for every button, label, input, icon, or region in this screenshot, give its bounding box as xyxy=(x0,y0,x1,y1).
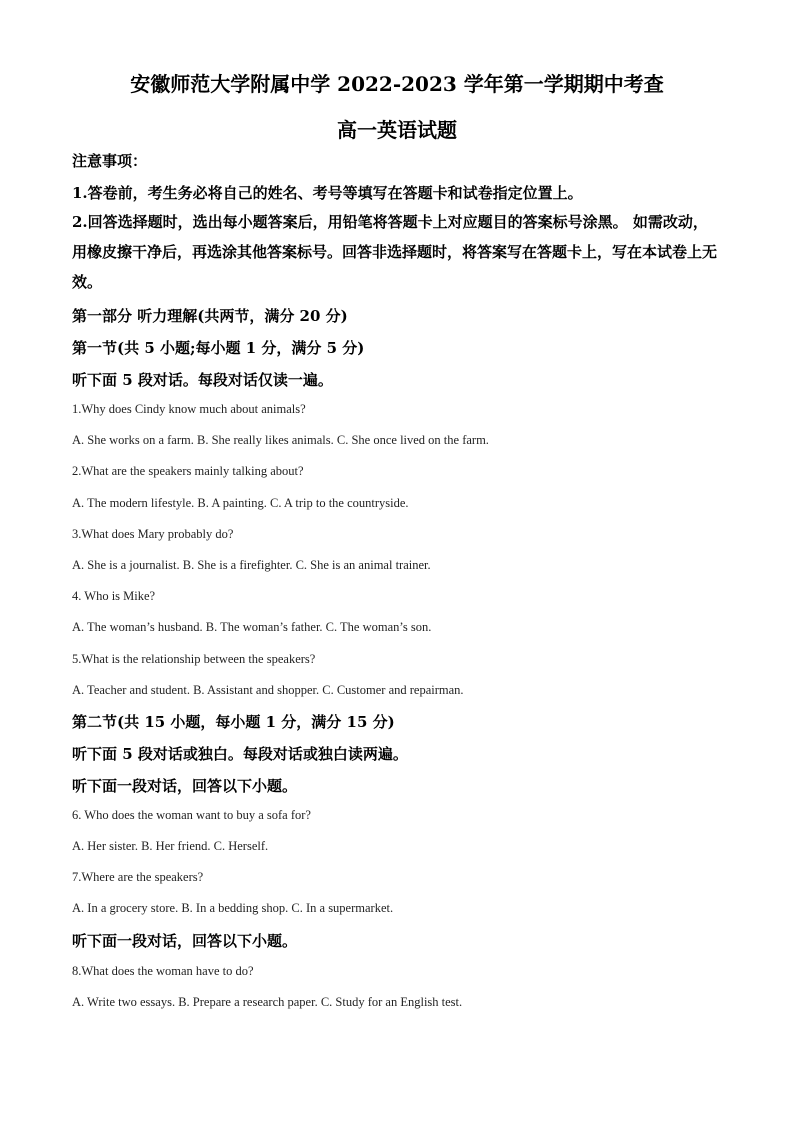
question-3: 3.What does Mary probably do? xyxy=(72,527,234,541)
notice-item-1: 1.答卷前，考生务必将自己的姓名、考号等填写在答题卡和试卷指定位置上。 xyxy=(72,184,583,202)
notice-heading: 注意事项： xyxy=(72,152,148,170)
section1-heading: 第一节(共 5 小题;每小题 1 分，满分 5 分) xyxy=(72,339,365,357)
section2-instruction: 听下面 5 段对话或独白。每段对话或独白读两遍。 xyxy=(72,745,408,763)
question-1: 1.Why does Cindy know much about animals? xyxy=(72,402,306,416)
question-5: 5.What is the relationship between the speakers? xyxy=(72,652,316,666)
question-8-options: A. Write two essays. B. Prepare a research paper. C. Study for an English test. xyxy=(72,995,463,1009)
notice-item-2: 2.回答选择题时，选出每小题答案后，用铅笔将答题卡上对应题目的答案标号涂黑。 如需改动，用橡皮擦干净后，再选涂其他答案标号。回答非选择题时，将答案写在答题卡上，写在本试卷上无效。 xyxy=(72,213,718,291)
question-7: 7.Where are the speakers? xyxy=(72,870,204,884)
part1-heading: 第一部分 听力理解(共两节，满分 20 分) xyxy=(72,307,348,325)
section1-instruction: 听下面 5 段对话。每段对话仅读一遍。 xyxy=(72,371,333,389)
question-1-options: A. She works on a farm. B. She really likes animals. C. She once lived on the farm. xyxy=(72,433,489,447)
exam-title: 安徽师范大学附属中学 2022-2023 学年第一学期期中考查 xyxy=(130,72,664,96)
group-2-instruction: 听下面一段对话，回答以下小题。 xyxy=(72,932,298,950)
question-6: 6. Who does the woman want to buy a sofa for? xyxy=(72,808,311,822)
group-1-instruction: 听下面一段对话，回答以下小题。 xyxy=(72,777,298,795)
question-2-options: A. The modern lifestyle. B. A painting. C. A trip to the countryside. xyxy=(72,496,409,510)
question-4: 4. Who is Mike? xyxy=(72,589,156,603)
question-5-options: A. Teacher and student. B. Assistant and shopper. C. Customer and repairman. xyxy=(72,683,464,697)
exam-subtitle: 高一英语试题 xyxy=(337,118,457,142)
question-6-options: A. Her sister. B. Her friend. C. Herself. xyxy=(72,839,269,853)
question-3-options: A. She is a journalist. B. She is a firefighter. C. She is an animal trainer. xyxy=(72,558,431,572)
question-8: 8.What does the woman have to do? xyxy=(72,964,254,978)
section2-heading: 第二节(共 15 小题，每小题 1 分，满分 15 分) xyxy=(72,713,395,731)
question-7-options: A. In a grocery store. B. In a bedding shop. C. In a supermarket. xyxy=(72,901,394,915)
question-4-options: A. The woman’s husband. B. The woman’s father. C. The woman’s son. xyxy=(72,620,432,634)
question-2: 2.What are the speakers mainly talking about? xyxy=(72,464,304,478)
